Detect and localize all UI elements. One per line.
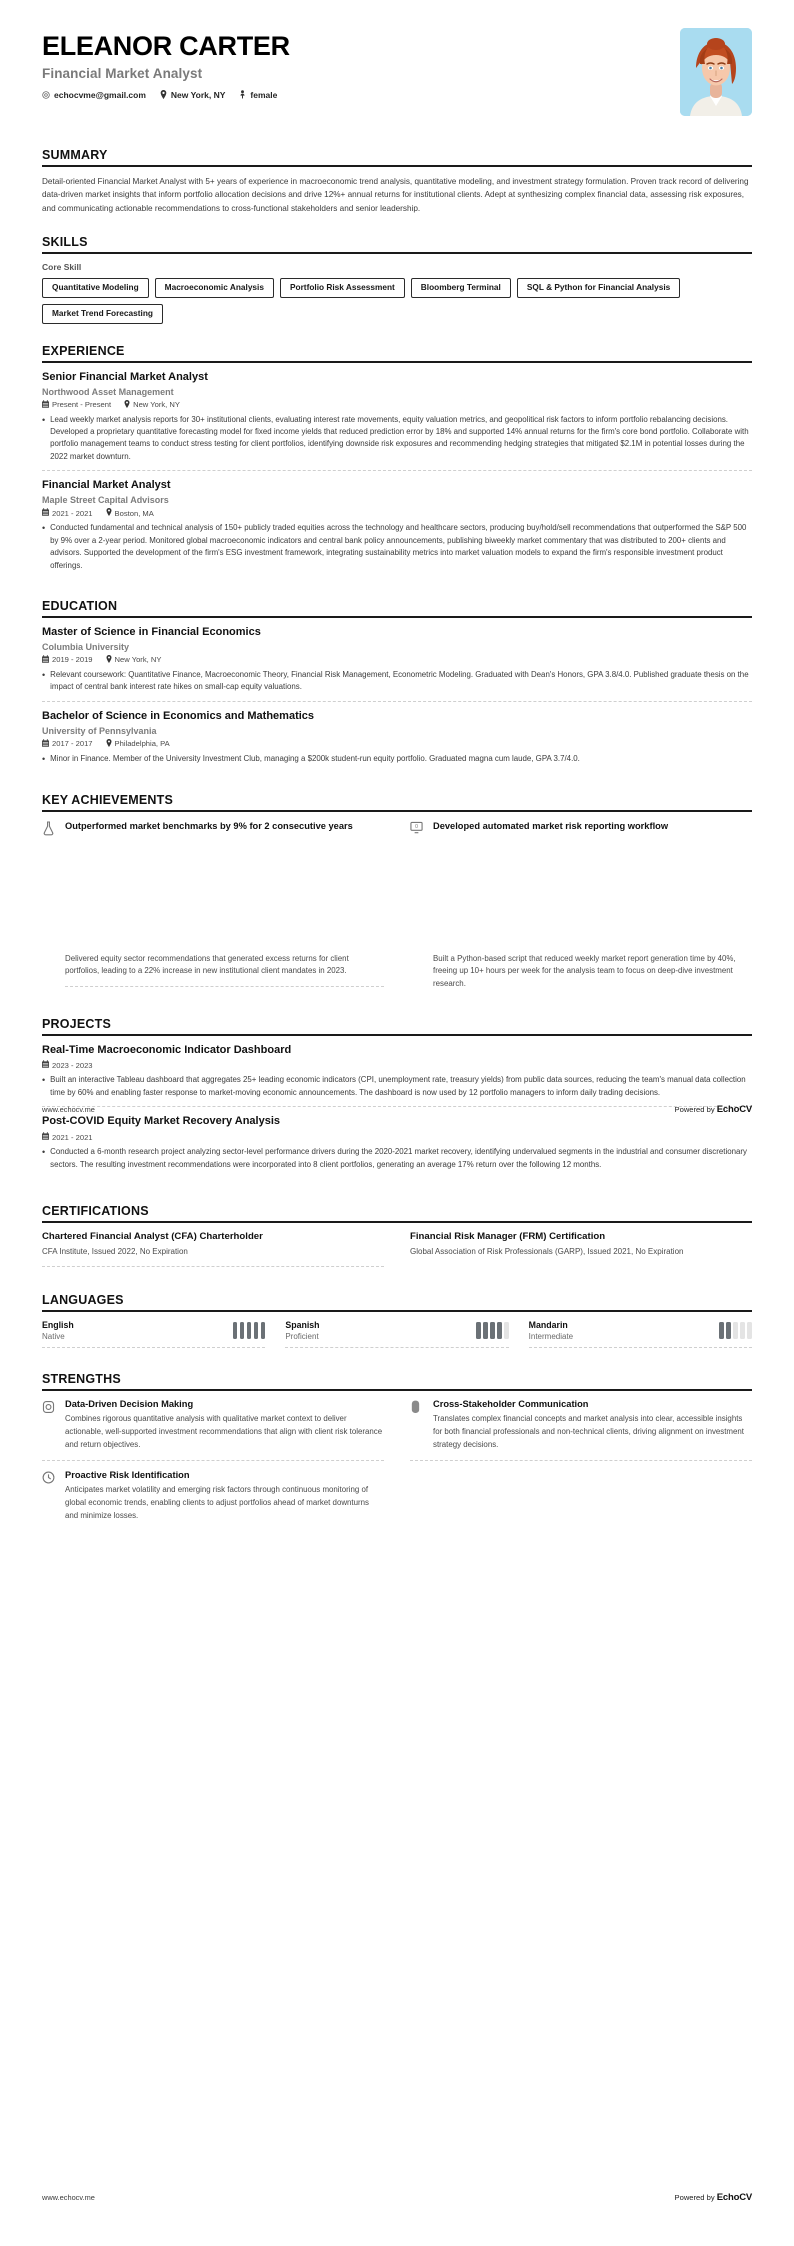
contact-location	[160, 90, 225, 100]
divider	[42, 1347, 265, 1348]
certification-row	[42, 1231, 752, 1267]
education-entry	[42, 701, 752, 773]
achievement-description-block	[410, 949, 752, 991]
skill-tag-list	[42, 278, 752, 324]
section-title-projects: PROJECTS	[42, 1016, 111, 1031]
bullet-dot: •	[42, 753, 46, 764]
bullet-text: Lead weekly market analysis reports for 30+ institutional clients, evaluating interest rate movements, equity valuation metrics, and geopolitical risk factors to inform portfolio rebalancing decisions. Developed a proprietary quantitative forecasting model for fixed income yields that reduced prediction error by 18% and supported 14% annual returns for the firm's core bond portfolio. Collaborate with portfolio management teams to conduct stress testing for client portfolios, identifying downside risk exposures and recommending hedging strategies that mitigated $2.1M in potential losses during the 2022 market downturn.	[50, 414, 749, 461]
footer-website[interactable]: www.echocv.me	[42, 2193, 95, 2202]
bullet-text: Relevant coursework: Quantitative Finance, Macroeconomic Theory, Financial Risk Management, Econometric Modeling. Graduated with Dean's Honors, GPA 3.8/4.0. Published graduate thesis on the impact of central bank interest rate hikes on small-cap equity valuations.	[50, 669, 749, 692]
project-dates-value: 2023 - 2023	[52, 1060, 93, 1070]
section-title-experience: EXPERIENCE	[42, 343, 125, 358]
achievement-heading-row	[42, 820, 752, 841]
project-bullets	[42, 1146, 752, 1171]
education-degree: Master of Science in Financial Economics	[42, 626, 261, 639]
contact-row	[42, 90, 290, 100]
experience-bullets	[42, 522, 752, 572]
level-bar	[504, 1322, 509, 1339]
section-title-education: EDUCATION	[42, 599, 118, 614]
bullet-item	[42, 1146, 752, 1171]
strength-description: Anticipates market volatility and emerging risk factors through continuous monitoring of global economic trends, enabling clients to adjust portfolios ahead of market downturns and minimize losses.	[65, 1485, 369, 1520]
profile-photo	[680, 28, 752, 116]
section-strengths	[0, 1372, 794, 1522]
level-bar	[483, 1322, 488, 1339]
experience-meta	[42, 508, 752, 518]
language-name: English	[42, 1320, 74, 1331]
education-school: Columbia University	[42, 641, 130, 652]
contact-email[interactable]	[42, 90, 146, 100]
calendar-icon	[42, 1132, 49, 1142]
language-level: Proficient	[285, 1332, 319, 1342]
location-pin-icon	[106, 655, 112, 665]
education-degree: Bachelor of Science in Economics and Mathematics	[42, 709, 315, 722]
project-dates	[42, 1132, 93, 1142]
language-item	[42, 1320, 265, 1348]
bullet-text: Built an interactive Tableau dashboard that aggregates 25+ leading economic indicators (CPI, unemployment rate, treasury yields) from public data sources, reducing the team's manual data collection time by 60% and enabling faster response to market-moving economic announcements. The dashboard is now used by 12 portfolio managers to inform daily trading decisions.	[50, 1075, 746, 1097]
education-dates	[42, 739, 93, 749]
experience-role: Senior Financial Market Analyst	[42, 370, 208, 383]
level-bar	[726, 1322, 731, 1339]
avatar	[680, 28, 752, 116]
bullet-dot: •	[42, 414, 46, 425]
experience-dates	[42, 400, 111, 410]
footer-website[interactable]: www.echocv.me	[42, 1105, 95, 1114]
achievement-item	[410, 820, 752, 841]
footer-brand-name: EchoCV	[716, 2192, 752, 2203]
education-location	[106, 739, 170, 749]
page-break-spacer	[0, 841, 794, 949]
section-title-certifications: CERTIFICATIONS	[42, 1204, 149, 1218]
calendar-icon	[42, 1060, 49, 1070]
bullet-item	[42, 522, 752, 572]
section-summary	[0, 148, 794, 215]
location-pin-icon	[124, 400, 130, 410]
footer-powered-by-label: Powered by	[674, 1105, 715, 1114]
skill-tag[interactable]: Quantitative Modeling	[42, 278, 149, 298]
experience-location-value: New York, NY	[133, 400, 180, 409]
experience-dates-value: Present - Present	[52, 400, 112, 409]
strength-title: Cross-Stakeholder Communication	[433, 1399, 589, 1410]
header-text-block	[42, 28, 290, 100]
strength-description: Translates complex financial concepts and market analysis into clear, accessible insights for both financial professionals and non-technical clients, driving alignment on investment strategy decisions.	[433, 1414, 744, 1449]
education-bullets	[42, 753, 752, 766]
experience-bullets	[42, 414, 752, 464]
project-entry	[42, 1044, 752, 1107]
skills-category-label: Core Skill	[42, 261, 82, 272]
strength-column	[410, 1399, 752, 1522]
education-school: University of Pennsylvania	[42, 725, 157, 736]
language-level-bars	[719, 1322, 752, 1339]
calendar-icon	[42, 400, 49, 410]
divider	[42, 1460, 384, 1461]
level-bar	[261, 1322, 266, 1339]
bullet-item	[42, 1074, 752, 1099]
page-title: ELEANOR CARTER	[42, 31, 290, 61]
strength-row	[42, 1399, 752, 1522]
experience-entry	[42, 371, 752, 471]
language-list	[42, 1320, 752, 1348]
strength-title: Proactive Risk Identification	[65, 1470, 190, 1481]
skill-tag[interactable]: SQL & Python for Financial Analysis	[517, 278, 680, 298]
footer-brand	[675, 1104, 752, 1115]
page-footer	[42, 2192, 752, 2203]
project-dates-value: 2021 - 2021	[52, 1132, 93, 1142]
language-level-bars	[233, 1322, 266, 1339]
location-pin-icon	[106, 739, 112, 749]
flask-icon	[42, 820, 56, 841]
section-certifications	[0, 1204, 794, 1267]
experience-company: Northwood Asset Management	[42, 386, 174, 397]
level-bar	[747, 1322, 752, 1339]
footer-brand-name: EchoCV	[716, 1104, 752, 1115]
divider	[529, 1347, 752, 1348]
divider	[42, 1266, 384, 1267]
location-pin-icon	[106, 508, 112, 518]
language-level: Native	[42, 1332, 65, 1342]
summary-text: Detail-oriented Financial Market Analyst with 5+ years of experience in macroeconomic trend analysis, quantitative modeling, and investment strategy formulation. Proven track record of delivering data-driven market insights that inform portfolio allocation decisions and drive 12%+ annual returns for institutional clients. Adept at synthesizing complex financial data, assessing risk exposures, and communicating actionable recommendations to cross-functional stakeholders and senior leadership.	[42, 177, 749, 213]
project-name: Post-COVID Equity Market Recovery Analysis	[42, 1115, 281, 1128]
education-entry	[42, 626, 752, 701]
skill-tag[interactable]: Bloomberg Terminal	[411, 278, 511, 298]
strength-item	[410, 1399, 752, 1451]
bullet-dot: •	[42, 1075, 46, 1086]
strength-item	[42, 1470, 384, 1522]
location-pin-icon	[160, 90, 167, 99]
achievement-heading: Outperformed market benchmarks by 9% for 2 consecutive years	[65, 820, 353, 831]
bullet-text: Minor in Finance. Member of the University Investment Club, managing a $200k student-run equity portfolio. Graduated magna cum laude, GPA 3.7/4.0.	[50, 753, 580, 763]
language-name: Spanish	[285, 1320, 320, 1331]
education-bullets	[42, 669, 752, 694]
bullet-item	[42, 414, 752, 464]
certification-detail: CFA Institute, Issued 2022, No Expiration	[42, 1247, 188, 1256]
calendar-icon	[42, 508, 49, 518]
bullet-dot: •	[42, 523, 46, 534]
language-item	[529, 1320, 752, 1348]
project-entry	[42, 1106, 752, 1178]
education-meta	[42, 739, 752, 749]
bullet-dot: •	[42, 1147, 46, 1158]
svg-text:0: 0	[415, 823, 418, 830]
contact-gender	[239, 90, 277, 100]
bullet-text: Conducted fundamental and technical analysis of 150+ publicly traded equities across the technology and healthcare sectors, producing buy/hold/sell recommendations that outperformed the S&P 500 by 9% over a 2-year period. Monitored global macroeconomic indicators and central bank policy announcements, publishing biweekly market commentary that was distributed to 200+ clients and advisors. Supported the development of the firm's ESG investment framework, integrating sustainability metrics into market valuation models to expand the firm's responsible investment product offerings.	[50, 523, 747, 570]
project-meta	[42, 1132, 752, 1142]
certification-name: Financial Risk Manager (FRM) Certification	[410, 1231, 606, 1242]
resume-header	[0, 0, 794, 116]
achievement-heading: Developed automated market risk reporting workflow	[433, 820, 669, 831]
footer-brand	[675, 2192, 752, 2203]
level-bar	[733, 1322, 738, 1339]
achievement-item	[42, 820, 384, 841]
section-title-strengths: STRENGTHS	[42, 1372, 121, 1387]
divider	[285, 1347, 508, 1348]
experience-meta	[42, 400, 752, 410]
achievement-description: Delivered equity sector recommendations that generated excess returns for client portfolios, leading to a 22% increase in new institutional client mandates in 2023.	[65, 953, 349, 976]
level-bar	[490, 1322, 495, 1339]
target-icon	[42, 1399, 56, 1451]
achievement-description: Built a Python-based script that reduced weekly market report generation time by 40%, freeing up 10+ hours per week for the analysis team to focus on deep-dive investment research.	[433, 953, 736, 988]
experience-location	[124, 400, 180, 410]
skill-tag[interactable]: Portfolio Risk Assessment	[280, 278, 405, 298]
experience-dates	[42, 508, 93, 518]
education-location	[106, 655, 162, 665]
project-dates	[42, 1060, 93, 1070]
language-level: Intermediate	[528, 1332, 574, 1342]
project-meta	[42, 1060, 752, 1070]
education-dates-value: 2017 - 2017	[52, 739, 93, 749]
section-skills	[0, 235, 794, 324]
job-title: Financial Market Analyst	[42, 65, 203, 81]
section-projects	[0, 1017, 794, 1178]
certification-name: Chartered Financial Analyst (CFA) Charterholder	[42, 1231, 263, 1242]
strength-title: Data-Driven Decision Making	[65, 1399, 194, 1410]
section-title-key-achievements: KEY ACHIEVEMENTS	[42, 792, 174, 807]
level-bar	[719, 1322, 724, 1339]
language-item	[285, 1320, 508, 1348]
strength-description: Combines rigorous quantitative analysis with qualitative market context to deliver actionable, well-supported investment recommendations that align with client risk tolerance and return objectives.	[65, 1414, 383, 1449]
section-title-skills: SKILLS	[42, 234, 88, 249]
monitor-icon	[410, 820, 424, 839]
chat-bubble-icon	[410, 1399, 424, 1451]
level-bar	[240, 1322, 245, 1339]
education-meta	[42, 655, 752, 665]
contact-email-value: echocvme@gmail.com	[54, 89, 146, 100]
level-bar	[476, 1322, 481, 1339]
bullet-dot: •	[42, 669, 46, 680]
level-bar	[233, 1322, 238, 1339]
experience-role: Financial Market Analyst	[42, 479, 171, 492]
language-name: Mandarin	[528, 1320, 568, 1331]
page-footer	[42, 1104, 752, 1115]
section-experience	[0, 344, 794, 579]
strength-column	[42, 1399, 384, 1522]
strength-item	[42, 1399, 384, 1451]
achievement-description-block	[42, 949, 384, 991]
experience-entry	[42, 470, 752, 579]
footer-powered-by-label: Powered by	[674, 2193, 715, 2202]
level-bar	[254, 1322, 259, 1339]
contact-location-value: New York, NY	[170, 89, 226, 100]
education-location-value: New York, NY	[114, 655, 162, 665]
calendar-icon	[42, 739, 49, 749]
project-bullets	[42, 1074, 752, 1099]
experience-location	[106, 508, 154, 518]
email-icon	[42, 91, 50, 99]
contact-gender-value: female	[250, 89, 278, 100]
divider	[65, 986, 384, 987]
clock-icon	[42, 1470, 56, 1522]
skill-tag[interactable]: Market Trend Forecasting	[42, 304, 163, 324]
level-bar	[247, 1322, 252, 1339]
person-icon	[239, 90, 246, 99]
certification-detail: Global Association of Risk Professionals (GARP), Issued 2021, No Expiration	[410, 1247, 684, 1256]
level-bar	[740, 1322, 745, 1339]
level-bar	[497, 1322, 502, 1339]
experience-dates-value: 2021 - 2021	[52, 508, 93, 518]
bullet-item	[42, 669, 752, 694]
project-name: Real-Time Macroeconomic Indicator Dashboard	[42, 1043, 292, 1056]
section-title-languages: LANGUAGES	[42, 1293, 124, 1308]
achievement-description-row	[0, 949, 794, 991]
section-languages	[0, 1293, 794, 1348]
skill-tag[interactable]: Macroeconomic Analysis	[155, 278, 274, 298]
language-level-bars	[476, 1322, 509, 1339]
education-dates	[42, 655, 93, 665]
experience-company: Maple Street Capital Advisors	[42, 495, 169, 506]
certification-item	[42, 1231, 384, 1267]
bullet-text: Conducted a 6-month research project analyzing sector-level performance drivers during the 2020-2021 market recovery, identifying undervalued segments in the industrial and consumer discretionary sectors. The resulting investment recommendations were incorporated into 8 client portfolios, generating an average 17% return over the following 12 months.	[50, 1147, 747, 1169]
calendar-icon	[42, 655, 49, 665]
education-location-value: Philadelphia, PA	[114, 739, 170, 749]
section-key-achievements	[0, 793, 794, 841]
section-title-summary: SUMMARY	[42, 148, 108, 162]
bullet-item	[42, 753, 752, 766]
divider	[410, 1460, 752, 1461]
certification-item	[410, 1231, 752, 1267]
education-dates-value: 2019 - 2019	[52, 655, 93, 665]
section-education	[0, 599, 794, 773]
experience-location-value: Boston, MA	[114, 508, 154, 518]
